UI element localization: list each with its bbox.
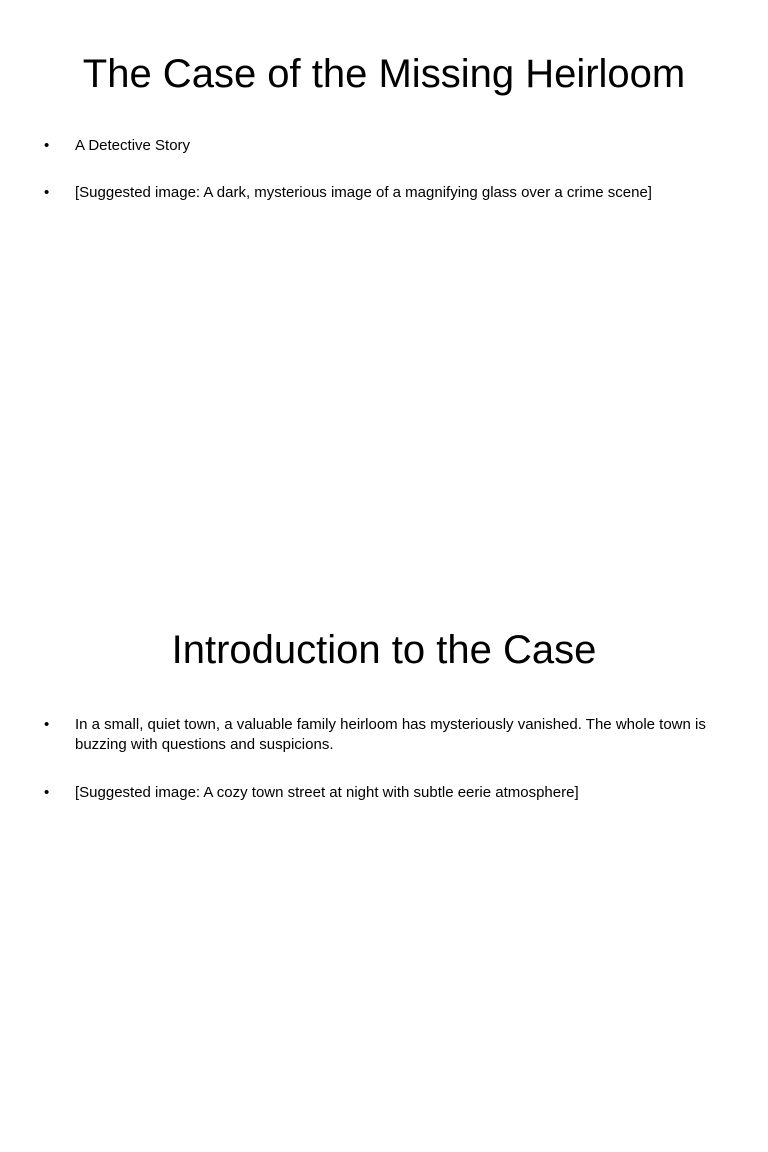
bullet-item: [0, 783, 768, 803]
slide-2: [0, 576, 768, 1152]
slide-title: Introduction to the Case: [171, 628, 597, 672]
bullet-item: [0, 715, 768, 755]
bullet-item: [0, 183, 768, 203]
slide-title: The Case of the Missing Heirloom: [82, 52, 686, 96]
bullet-dot-icon: •: [44, 784, 50, 801]
bullet-text: A Detective Story: [75, 137, 191, 154]
bullet-text: [Suggested image: A dark, mysterious image of a magnifying glass over a crime scene]: [75, 184, 652, 201]
bullet-dot-icon: •: [44, 716, 50, 733]
bullet-text: In a small, quiet town, a valuable family heirloom has mysteriously vanished. The whole town is buzzing with questions and suspicions.: [75, 716, 706, 753]
bullet-dot-icon: •: [44, 137, 50, 154]
bullet-list: [0, 136, 768, 230]
bullet-text: [Suggested image: A cozy town street at night with subtle eerie atmosphere]: [75, 784, 579, 801]
bullet-dot-icon: •: [44, 184, 50, 201]
bullet-item: [0, 136, 768, 156]
bullet-list: [0, 715, 768, 830]
